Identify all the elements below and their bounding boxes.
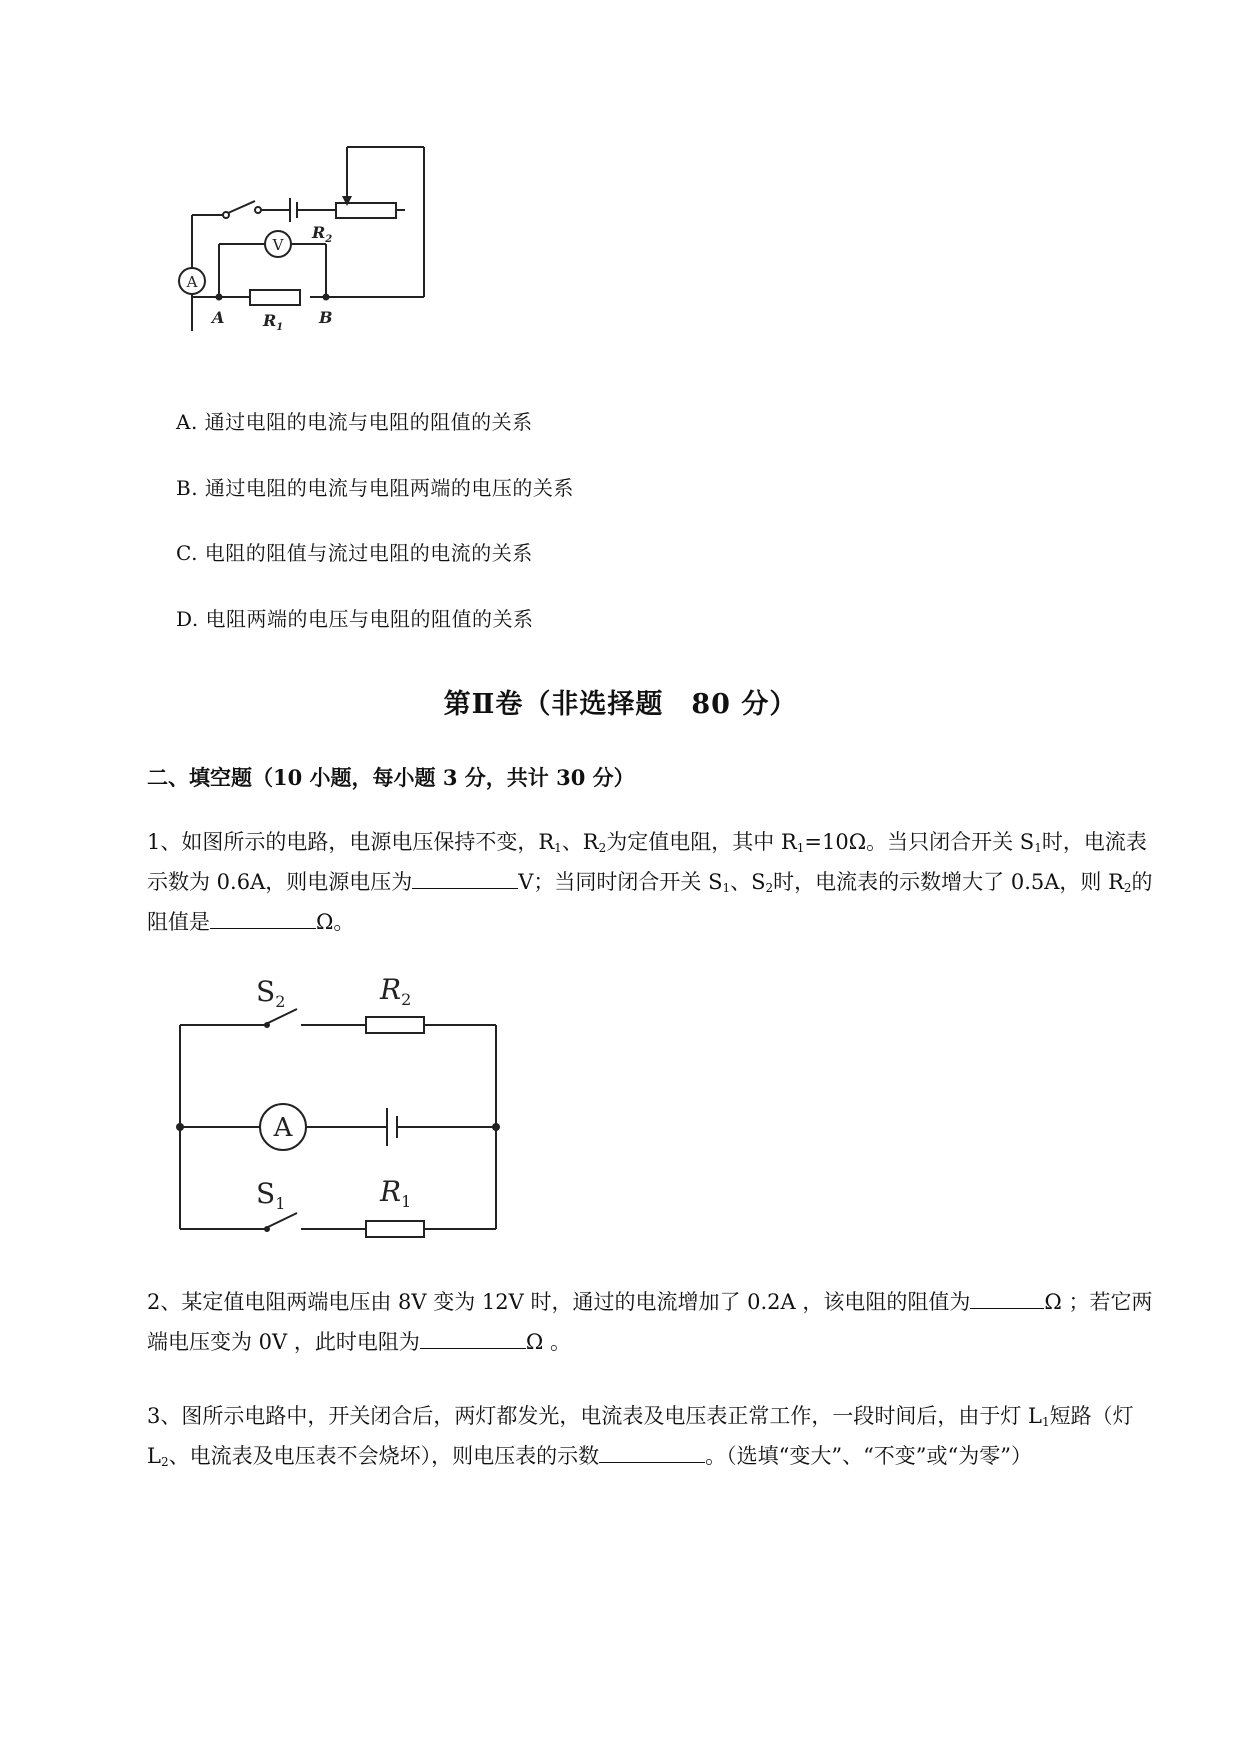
point-b-label: B: [319, 308, 333, 327]
svg-text:R1: [379, 1175, 411, 1211]
circuit-diagram-2: [170, 975, 510, 1245]
s2-label: S: [256, 975, 276, 1008]
section-title: 第Ⅱ卷（非选择题 80 分）: [443, 689, 798, 720]
svg-text:R2: [379, 975, 411, 1009]
option-c: C. 电阻的阻值与流过电阻的电流的关系: [176, 541, 533, 565]
voltmeter-label: V: [272, 236, 284, 254]
circuit-diagram-1: [150, 140, 450, 380]
question-2: 2、某定值电阻两端电压由 8V 变为 12V 时，通过的电流增加了 0.2A ，该电阻的阻值为 Ω ；若它两端电压变为 0V ，此时电阻为 Ω 。: [147, 1282, 1157, 1362]
question-1: 1、如图所示的电路，电源电压保持不变，$R_1$、$R_2$为定值电阻，其中 $R_1=10\Omega$。当只闭合开关 $S_1$时，电流表示数为 0.6A，则电源电压为 V；当同时闭合开关 $S_1$、$S_2$时，电流表的示数增大了 0.5A，则 $R_2$的阻值是 Ω。: [147, 830, 1153, 934]
answer-blank[interactable]: [412, 867, 518, 889]
r2-label: R: [312, 223, 326, 242]
answer-blank[interactable]: [420, 1327, 526, 1349]
option-b: B. 通过电阻的电流与电阻两端的电压的关系: [176, 476, 574, 500]
svg-text:S2: [256, 975, 285, 1011]
s1-label: S: [256, 1177, 276, 1210]
svg-text:R2: [311, 223, 332, 245]
ammeter-label: A: [273, 1113, 293, 1143]
r2-subscript: 2: [325, 234, 333, 245]
r2-label: R: [380, 975, 402, 1006]
option-a: A. 通过电阻的电流与电阻的阻值的关系: [176, 410, 533, 434]
answer-blank[interactable]: [599, 1441, 705, 1463]
point-a-label: A: [212, 308, 225, 327]
answer-blank[interactable]: [210, 907, 316, 929]
r2-subscript: 2: [401, 990, 412, 1009]
question-3: 3、图所示电路中，开关闭合后，两灯都发光，电流表及电压表正常工作，一段时间后，由于灯 $L_1$短路（灯 $L_2$、电流表及电压表不会烧坏），则电压表的示数 。（选填“变大”、“不变”或“为零”）: [147, 1404, 1134, 1469]
ammeter-label: A: [186, 273, 198, 291]
r1-label: R: [380, 1175, 402, 1208]
answer-blank[interactable]: [970, 1287, 1044, 1309]
r1-subscript: 1: [401, 1192, 412, 1211]
option-d: D. 电阻两端的电压与电阻的阻值的关系: [176, 607, 534, 631]
r1-label: R: [263, 311, 277, 330]
subsection-title: 二、填空题（10 小题，每小题 3 分，共计 30 分）: [147, 765, 635, 790]
svg-text:S1: [256, 1177, 285, 1213]
r1-subscript: 1: [276, 322, 284, 333]
s1-subscript: 1: [275, 1194, 286, 1213]
svg-text:R1: [262, 311, 283, 333]
s2-subscript: 2: [275, 992, 286, 1011]
